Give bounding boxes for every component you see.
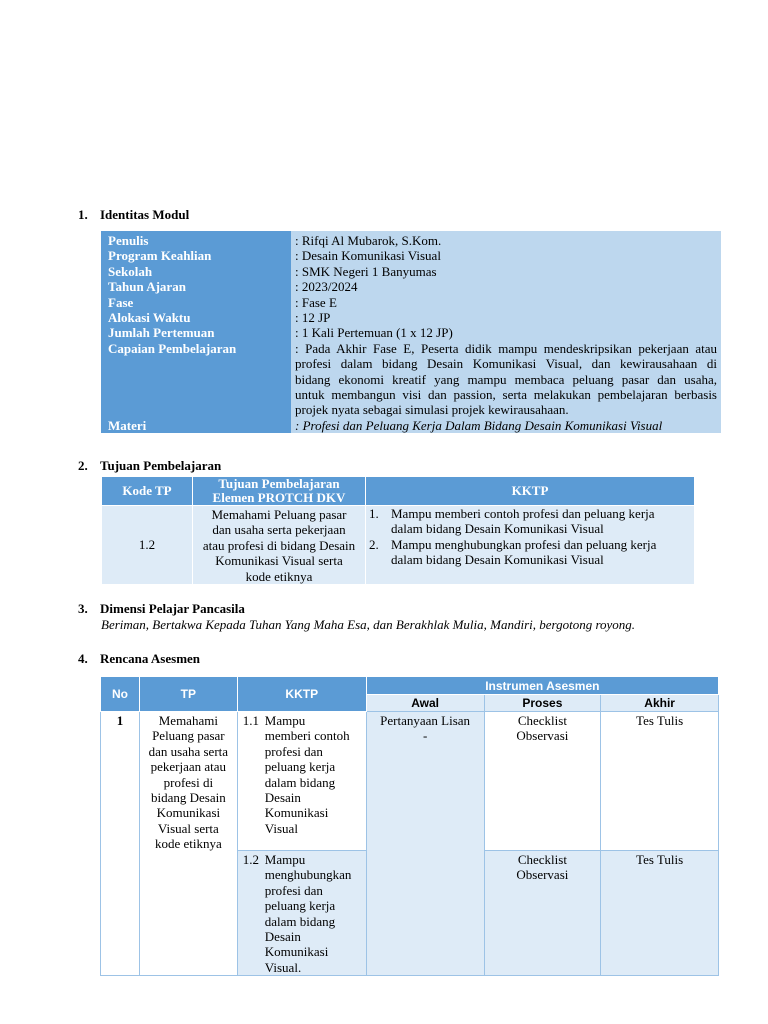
awal-line: - (422, 728, 428, 744)
value-alokasi-waktu: : 12 JP (295, 310, 331, 326)
identity-table (101, 231, 721, 433)
col-instrumen-asesmen: Instrumen Asesmen (366, 677, 718, 695)
label-fase: Fase (108, 294, 134, 310)
value-jumlah-pertemuan: : 1 Kali Pertemuan (1 x 12 JP) (295, 325, 453, 341)
tp-line: Peluang pasar (152, 728, 225, 744)
tp-line: Memahami (158, 713, 218, 728)
tujuan-line: Komunikasi Visual serta (215, 553, 343, 569)
kktp-line: peluang kerja (264, 898, 336, 914)
col-no: No (101, 677, 140, 712)
kktp-item (366, 537, 694, 568)
tujuan-table (101, 476, 695, 585)
section-number: 4. (78, 651, 88, 666)
label-capaian-pembelajaran: Capaian Pembelajaran (108, 340, 237, 356)
col-kktp: KKTP (366, 477, 695, 506)
value-fase: : Fase E (295, 294, 337, 310)
section-number: 1. (78, 207, 88, 222)
label-materi: Materi (108, 417, 147, 433)
section-number: 2. (78, 458, 88, 473)
asesmen-kktp-2 (237, 851, 366, 976)
value-capaian-line: : Pada Akhir Fase E, Peserta didik mampu mendeskripsikan pekerjaan atau (295, 340, 717, 356)
kktp-line: Desain (264, 929, 301, 945)
kktp-number: 1. (369, 506, 379, 521)
col-tp: TP (139, 677, 237, 712)
kktp-line: peluang kerja (264, 759, 336, 775)
kktp-line: Visual. (264, 959, 302, 975)
dimensi-pancasila-text: Beriman, Bertakwa Kepada Tuhan Yang Maha Esa, dan Berakhlak Mulia, Mandiri, bergotong royong. (101, 617, 636, 632)
col-tujuan-line: Elemen PROTCH DKV (212, 490, 346, 505)
kktp-line: Desain (264, 790, 301, 806)
kktp-line: Komunikasi (264, 944, 329, 960)
kktp-number: 1.1 (242, 713, 260, 728)
kktp-line: memberi contoh (264, 728, 350, 744)
section-4-heading (78, 651, 200, 667)
kktp-line: profesi dan (264, 743, 323, 759)
col-tujuan-pembelajaran (193, 477, 366, 506)
kktp-item (238, 712, 366, 836)
awal-line: Pertanyaan Lisan (380, 713, 471, 728)
label-penulis: Penulis (108, 233, 149, 248)
value-penulis: : Rifqi Al Mubarok, S.Kom. (295, 233, 442, 248)
tp-line: Visual serta (157, 820, 219, 836)
tp-line: bidang Desain (150, 790, 226, 806)
section-title: Identitas Modul (100, 207, 190, 222)
kktp-number: 2. (369, 536, 379, 552)
kktp-line: Visual (264, 820, 298, 836)
kktp-line: Mampu menghubungkan profesi dan peluang kerja (391, 536, 657, 552)
section-2-heading (78, 458, 221, 474)
tp-line: dan usaha serta (148, 743, 229, 759)
kktp-line: Mampu memberi contoh profesi dan peluang kerja (391, 506, 655, 521)
proses-line: Observasi (516, 867, 569, 883)
col-kode-tp: Kode TP (102, 477, 193, 506)
section-title: Rencana Asesmen (100, 651, 201, 666)
kktp-list (366, 506, 694, 568)
tp-line: Komunikasi (156, 805, 221, 821)
kktp-item (366, 506, 694, 537)
section-title: Tujuan Pembelajaran (100, 458, 222, 473)
value-capaian-line: projek nyata sebagai simulasi projek kewirausahaan. (295, 402, 569, 418)
tp-line: kode etiknya (154, 836, 222, 852)
tujuan-line: kode etiknya (245, 568, 313, 584)
section-title: Dimensi Pelajar Pancasila (100, 601, 245, 616)
asesmen-kktp-1 (237, 712, 366, 851)
asesmen-table (100, 676, 719, 976)
asesmen-proses-2 (484, 851, 601, 976)
col-awal: Awal (366, 695, 484, 712)
value-capaian-line: untuk membangun visi dan passion, serta melakukan pembelajaran berbasis (295, 387, 717, 403)
asesmen-akhir-1: Tes Tulis (601, 712, 719, 851)
value-tahun-ajaran: : 2023/2024 (295, 279, 358, 295)
tujuan-line: Memahami Peluang pasar (211, 507, 347, 522)
tp-line: pekerjaan atau (150, 759, 227, 775)
tp-line: profesi di (163, 774, 214, 790)
asesmen-akhir-2: Tes Tulis (601, 851, 719, 976)
section-1-heading (78, 207, 189, 223)
value-program-keahlian: : Desain Komunikasi Visual (295, 248, 441, 264)
col-kktp: KKTP (237, 677, 366, 712)
kktp-line: profesi dan (264, 882, 323, 898)
identity-labels (101, 231, 291, 433)
kktp-number: 1.2 (242, 852, 260, 867)
tujuan-line: dan usaha serta pekerjaan (212, 522, 346, 538)
kktp-line: Komunikasi (264, 805, 329, 821)
value-capaian-line: profesi dalam bidang Desain Komunikasi Visual, dan kewirausahaan di (295, 356, 717, 372)
asesmen-proses-1 (484, 712, 601, 851)
col-proses: Proses (484, 695, 601, 712)
kktp-line: Mampu (264, 713, 306, 728)
asesmen-no: 1 (101, 712, 140, 976)
kktp-line: menghubungkan (264, 867, 352, 883)
kktp-item (238, 851, 366, 975)
kktp-line: dalam bidang Desain Komunikasi Visual (391, 552, 604, 568)
label-sekolah: Sekolah (108, 263, 153, 279)
identity-values (291, 231, 721, 433)
tujuan-value (193, 506, 366, 585)
label-tahun-ajaran: Tahun Ajaran (108, 279, 186, 295)
value-capaian-line: bidang ekonomi kreatif yang mampu membaca peluang pasar dan usaha, (295, 371, 717, 387)
tujuan-line: atau profesi di bidang Desain (202, 537, 356, 553)
kode-tp-value: 1.2 (102, 506, 193, 585)
value-sekolah: : SMK Negeri 1 Banyumas (295, 263, 437, 279)
kktp-line: Mampu (264, 852, 306, 867)
section-number: 3. (78, 601, 88, 616)
proses-line: Checklist (517, 713, 567, 728)
col-tujuan-line: Tujuan Pembelajaran (218, 476, 340, 491)
kktp-value (366, 506, 695, 585)
asesmen-awal (366, 712, 484, 976)
kktp-line: dalam bidang (264, 774, 336, 790)
label-alokasi-waktu: Alokasi Waktu (108, 309, 191, 325)
proses-line: Observasi (516, 728, 569, 744)
section-3-heading (78, 601, 245, 617)
asesmen-tp (139, 712, 237, 976)
kktp-line: dalam bidang (264, 913, 336, 929)
label-jumlah-pertemuan: Jumlah Pertemuan (108, 325, 215, 341)
value-materi: : Profesi dan Peluang Kerja Dalam Bidang Desain Komunikasi Visual (295, 417, 663, 433)
kktp-line: dalam bidang Desain Komunikasi Visual (391, 521, 604, 537)
proses-line: Checklist (517, 852, 567, 867)
col-akhir: Akhir (601, 695, 719, 712)
label-program-keahlian: Program Keahlian (108, 248, 212, 264)
